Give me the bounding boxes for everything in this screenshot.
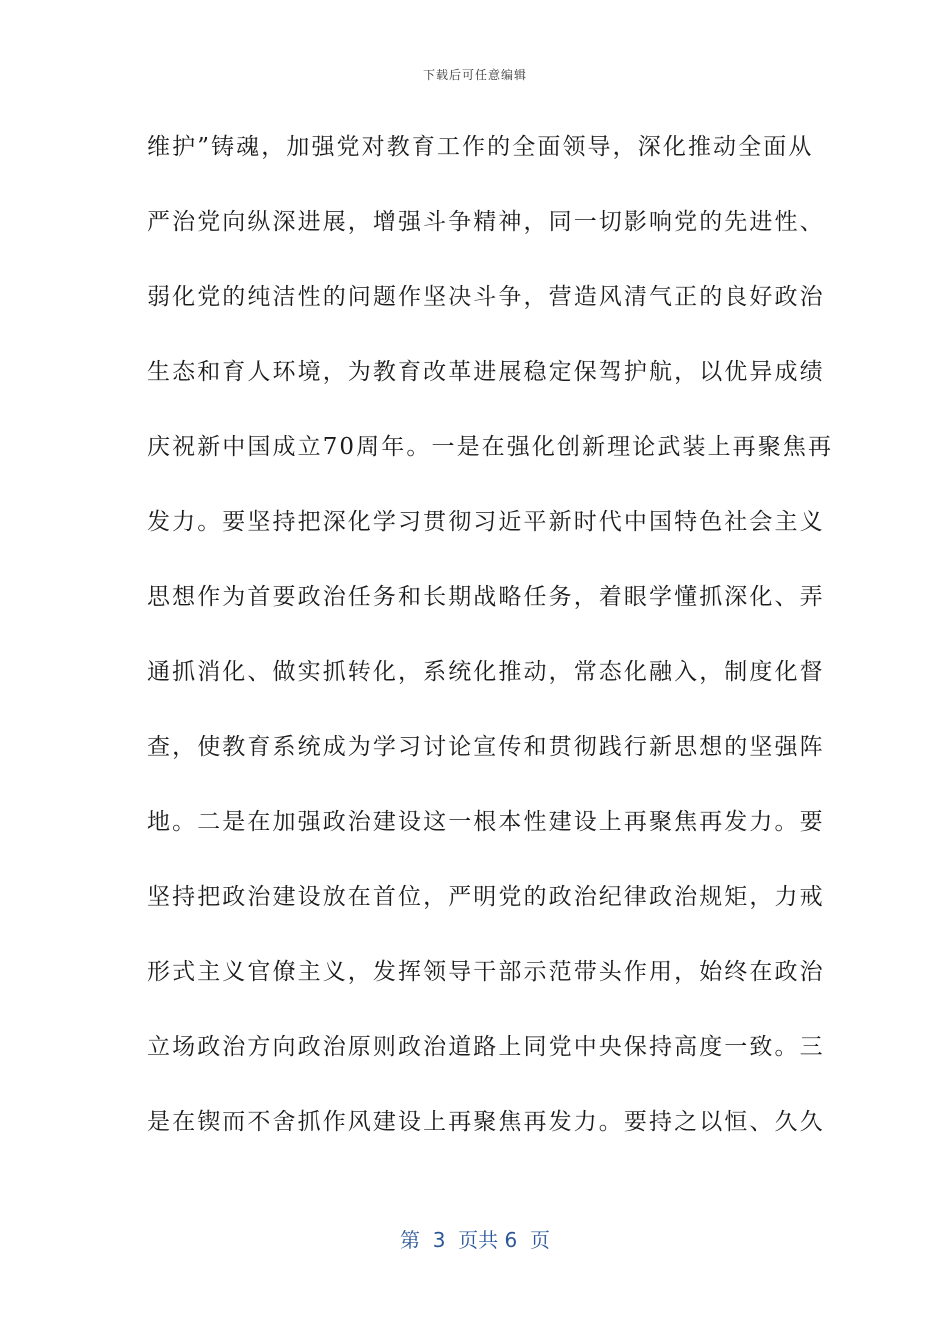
text-line-6: 发力。要坚持把深化学习贯彻习近平新时代中国特色社会主义 (147, 509, 825, 535)
text-line-10: 地。二是在加强政治建设这一根本性建设上再聚焦再发力。要 (147, 809, 825, 835)
body-text (147, 124, 834, 1174)
text-line-1: 维护”铸魂，加强党对教育工作的全面领导，深化推动全面从 (147, 134, 814, 160)
text-line-11: 坚持把政治建设放在首位，严明党的政治纪律政治规矩，力戒 (147, 884, 825, 910)
text-line-4: 生态和育人环境，为教育改革进展稳定保驾护航，以优异成绩 (147, 359, 825, 385)
text-line-9: 查，使教育系统成为学习讨论宣传和贯彻践行新思想的坚强阵 (147, 734, 825, 760)
text-line-5: 庆祝新中国成立70周年。一是在强化创新理论武装上再聚焦再 (147, 434, 834, 460)
text-line-12: 形式主义官僚主义，发挥领导干部示范带头作用，始终在政治 (147, 959, 825, 985)
text-line-7: 思想作为首要政治任务和长期战略任务，着眼学懂抓深化、弄 (147, 584, 825, 610)
page-header: 下载后可任意编辑 (422, 68, 527, 82)
page-number-footer: 第 3 页共 6 页 (400, 1228, 550, 1252)
text-line-14: 是在锲而不舍抓作风建设上再聚焦再发力。要持之以恒、久久 (147, 1109, 825, 1135)
text-line-2: 严治党向纵深进展，增强斗争精神，同一切影响党的先进性、 (147, 209, 825, 235)
text-line-3: 弱化党的纯洁性的问题作坚决斗争，营造风清气正的良好政治 (147, 284, 825, 310)
text-line-13: 立场政治方向政治原则政治道路上同党中央保持高度一致。三 (147, 1034, 825, 1060)
text-line-8: 通抓消化、做实抓转化，系统化推动，常态化融入，制度化督 (147, 659, 825, 685)
